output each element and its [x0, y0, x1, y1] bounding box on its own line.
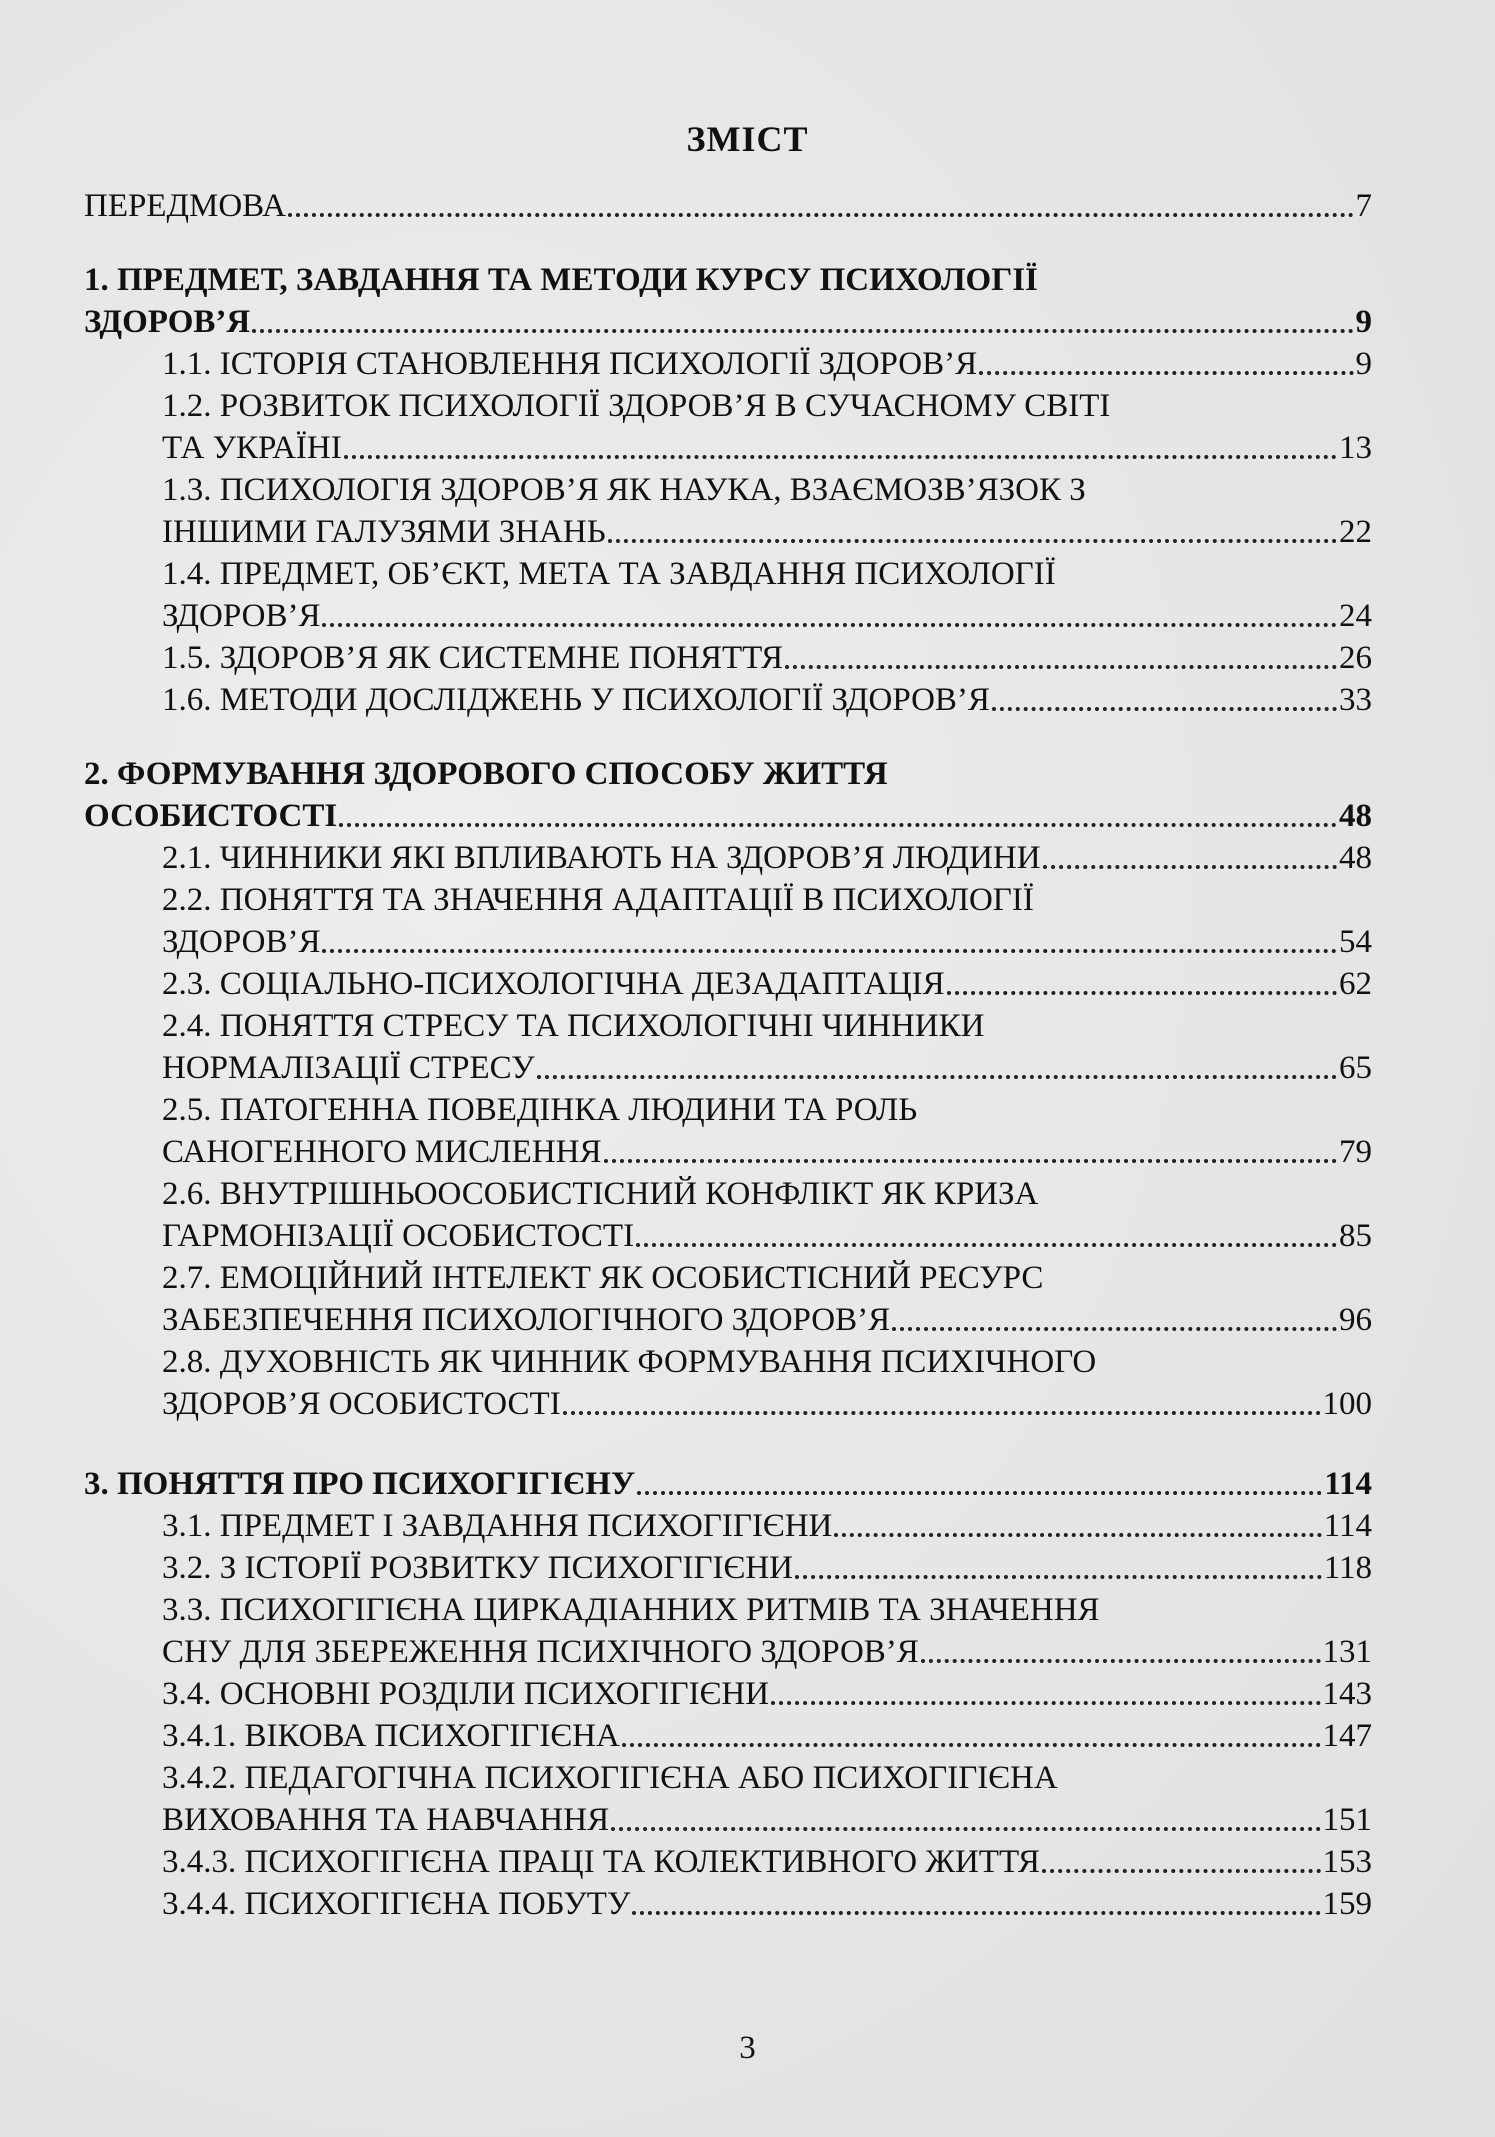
- toc-entry-title: 3.3. ПСИХОГІГІЄНА ЦИРКАДІАННИХ РИТМІВ ТА ЗНАЧЕННЯ: [162, 1592, 1100, 1628]
- toc-entry-title: 3.4.2. ПЕДАГОГІЧНА ПСИХОГІГІЄНА АБО ПСИХОГІГІЄНА: [162, 1760, 1058, 1796]
- toc-entry: [162, 512, 1372, 552]
- toc-entry: [162, 1884, 1372, 1924]
- toc-entry-line: [162, 1758, 1058, 1798]
- toc-entry-title: 2.1. ЧИННИКИ ЯКІ ВПЛИВАЮТЬ НА ЗДОРОВ’Я ЛЮДИНИ: [162, 840, 1041, 876]
- toc-entry-title: 2.2. ПОНЯТТЯ ТА ЗНАЧЕННЯ АДАПТАЦІЇ В ПСИХОЛОГІЇ: [162, 882, 1034, 918]
- toc-page-number: 62: [1339, 966, 1372, 1002]
- toc-entry: [162, 964, 1372, 1004]
- toc-entry-title: 2.3. СОЦІАЛЬНО-ПСИХОЛОГІЧНА ДЕЗАДАПТАЦІЯ: [162, 966, 945, 1002]
- dot-leader: [892, 1327, 1337, 1331]
- toc-page-number: 114: [1324, 1466, 1372, 1502]
- toc-entry-title: 2.5. ПАТОГЕННА ПОВЕДІНКА ЛЮДИНИ ТА РОЛЬ: [162, 1092, 918, 1128]
- toc-entry-title: 2.4. ПОНЯТТЯ СТРЕСУ ТА ПСИХОЛОГІЧНІ ЧИННИКИ: [162, 1008, 985, 1044]
- toc-page-number: 100: [1322, 1386, 1372, 1422]
- toc-entry-title: 3.4.4. ПСИХОГІГІЄНА ПОБУТУ: [162, 1886, 631, 1922]
- toc-entry-title: ЗДОРОВ’Я: [162, 598, 321, 634]
- toc-page-number: 7: [1355, 188, 1372, 224]
- toc-entry-title: ВИХОВАННЯ ТА НАВЧАННЯ: [162, 1802, 610, 1838]
- toc-entry-title: САНОГЕННОГО МИСЛЕННЯ: [162, 1134, 602, 1170]
- toc-page-number: 9: [1355, 304, 1372, 340]
- toc-entry-title: ГАРМОНІЗАЦІЇ ОСОБИСТОСТІ: [162, 1218, 635, 1254]
- toc-entry: [84, 1464, 1372, 1504]
- toc-page-number: 22: [1339, 514, 1372, 550]
- toc-entry: [162, 638, 1372, 678]
- toc-page-number: 147: [1322, 1718, 1372, 1754]
- toc-entry-title: 3.2. З ІСТОРІЇ РОЗВИТКУ ПСИХОГІГІЄНИ: [162, 1550, 793, 1586]
- dot-leader: [947, 991, 1337, 995]
- toc-page-number: 24: [1339, 598, 1372, 634]
- toc-page-number: 33: [1339, 682, 1372, 718]
- dot-leader: [252, 329, 1353, 333]
- toc-entry: [162, 838, 1372, 878]
- dot-leader: [771, 1701, 1320, 1705]
- toc-entry: [162, 344, 1372, 384]
- toc-entry-line: [162, 470, 1086, 510]
- toc-entry-title: 3.1. ПРЕДМЕТ І ЗАВДАННЯ ПСИХОГІГІЄНИ: [162, 1508, 833, 1544]
- toc-page-number: 79: [1339, 1134, 1372, 1170]
- dot-leader: [608, 539, 1337, 543]
- toc-entry-title: ІНШИМИ ГАЛУЗЯМИ ЗНАНЬ: [162, 514, 606, 550]
- toc-entry: [84, 186, 1372, 226]
- dot-leader: [344, 455, 1337, 459]
- toc-entry: [162, 1384, 1372, 1424]
- toc-entry: [162, 1632, 1372, 1672]
- dot-leader: [632, 1911, 1320, 1915]
- dot-leader: [339, 823, 1337, 827]
- dot-leader: [636, 1243, 1337, 1247]
- toc-entry: [162, 1300, 1372, 1340]
- toc-entry-title: ЗАБЕЗПЕЧЕННЯ ПСИХОЛОГІЧНОГО ЗДОРОВ’Я: [162, 1302, 891, 1338]
- toc-page-number: 48: [1339, 840, 1372, 876]
- dot-leader: [611, 1827, 1320, 1831]
- dot-leader: [992, 707, 1337, 711]
- toc-entry-line: [162, 1006, 984, 1046]
- toc-entry-title: 3.4.1. ВІКОВА ПСИХОГІГІЄНА: [162, 1718, 620, 1754]
- toc-entry-line: [162, 880, 1034, 920]
- toc-entry-line: [162, 554, 1056, 594]
- dot-leader: [795, 1575, 1322, 1579]
- toc-entry-title: ЗДОРОВ’Я: [162, 924, 321, 960]
- toc-entry: [84, 302, 1372, 342]
- toc-entry-line: [84, 754, 888, 794]
- toc-entry: [162, 1716, 1372, 1756]
- toc-entry-title: 2.8. ДУХОВНІСТЬ ЯК ЧИННИК ФОРМУВАННЯ ПСИХІЧНОГО: [162, 1344, 1097, 1380]
- toc-entry-line: [162, 1590, 1100, 1630]
- toc-entry: [162, 1048, 1372, 1088]
- toc-entry-title: 1.6. МЕТОДИ ДОСЛІДЖЕНЬ У ПСИХОЛОГІЇ ЗДОРОВ’Я: [162, 682, 990, 718]
- dot-leader: [834, 1533, 1321, 1537]
- dot-leader: [1043, 865, 1337, 869]
- dot-leader: [322, 949, 1337, 953]
- toc-page-number: 151: [1322, 1802, 1372, 1838]
- toc-entry-title: ЗДОРОВ’Я: [84, 304, 251, 340]
- toc-entry-title: 2.6. ВНУТРІШНЬООСОБИСТІСНИЙ КОНФЛІКТ ЯК КРИЗА: [162, 1176, 1039, 1212]
- toc-entry-title: 1.3. ПСИХОЛОГІЯ ЗДОРОВ’Я ЯК НАУКА, ВЗАЄМОЗВ’ЯЗОК З: [162, 472, 1086, 508]
- toc-entry: [162, 1842, 1372, 1882]
- dot-leader: [921, 1659, 1321, 1663]
- toc-entry-title: 2.7. ЕМОЦІЙНИЙ ІНТЕЛЕКТ ЯК ОСОБИСТІСНИЙ РЕСУРС: [162, 1260, 1044, 1296]
- toc-entry-title: СНУ ДЛЯ ЗБЕРЕЖЕННЯ ПСИХІЧНОГО ЗДОРОВ’Я: [162, 1634, 919, 1670]
- dot-leader: [322, 623, 1337, 627]
- toc-page-number: 48: [1339, 798, 1372, 834]
- toc-entry: [162, 1216, 1372, 1256]
- toc-entry: [162, 1548, 1372, 1588]
- toc-entry-line: [162, 1342, 1096, 1382]
- toc-entry: [162, 1674, 1372, 1714]
- toc-entry-line: [84, 260, 1038, 300]
- toc-entry-title: ОСОБИСТОСТІ: [84, 798, 338, 834]
- toc-entry: [162, 1506, 1372, 1546]
- toc-entry: [162, 596, 1372, 636]
- toc-entry: [84, 796, 1372, 836]
- toc-page-number: 26: [1339, 640, 1372, 676]
- toc-entry-title: 3.4.3. ПСИХОГІГІЄНА ПРАЦІ ТА КОЛЕКТИВНОГО ЖИТТЯ: [162, 1844, 1040, 1880]
- toc-entry-title: 1.1. ІСТОРІЯ СТАНОВЛЕННЯ ПСИХОЛОГІЇ ЗДОРОВ’Я: [162, 346, 978, 382]
- toc-entry-line: [162, 1090, 917, 1130]
- toc-entry-title: 1. ПРЕДМЕТ, ЗАВДАННЯ ТА МЕТОДИ КУРСУ ПСИХОЛОГІЇ: [84, 262, 1038, 298]
- toc-entry-title: 2. ФОРМУВАННЯ ЗДОРОВОГО СПОСОБУ ЖИТТЯ: [84, 756, 888, 792]
- toc-page-number: 159: [1322, 1886, 1372, 1922]
- toc-page-number: 96: [1339, 1302, 1372, 1338]
- toc-entry-title: ЗДОРОВ’Я ОСОБИСТОСТІ: [162, 1386, 561, 1422]
- toc-entry-title: 3.4. ОСНОВНІ РОЗДІЛИ ПСИХОГІГІЄНИ: [162, 1676, 770, 1712]
- toc-entry: [162, 428, 1372, 468]
- toc-entry-title: 1.2. РОЗВИТОК ПСИХОЛОГІЇ ЗДОРОВ’Я В СУЧАСНОМУ СВІТІ: [162, 388, 1111, 424]
- dot-leader: [622, 1743, 1321, 1747]
- toc-entry-title: ТА УКРАЇНІ: [162, 430, 342, 466]
- toc-entry-title: 1.5. ЗДОРОВ’Я ЯК СИСТЕМНЕ ПОНЯТТЯ: [162, 640, 784, 676]
- toc-page-number: 114: [1323, 1508, 1372, 1544]
- toc-page-number: 85: [1339, 1218, 1372, 1254]
- toc-entry: [162, 1800, 1372, 1840]
- toc-entry-title: НОРМАЛІЗАЦІЇ СТРЕСУ: [162, 1050, 535, 1086]
- dot-leader: [979, 371, 1353, 375]
- page-number: 3: [739, 2030, 756, 2066]
- toc-page-number: 131: [1322, 1634, 1372, 1670]
- toc-entry-line: [162, 386, 1110, 426]
- dot-leader: [1042, 1869, 1321, 1873]
- dot-leader: [785, 665, 1337, 669]
- toc-title: ЗМІСТ: [686, 119, 809, 159]
- dot-leader: [288, 213, 1354, 217]
- toc-page-number: 65: [1339, 1050, 1372, 1086]
- dot-leader: [563, 1411, 1321, 1415]
- toc-entry-title: 1.4. ПРЕДМЕТ, ОБ’ЄКТ, МЕТА ТА ЗАВДАННЯ ПСИХОЛОГІЇ: [162, 556, 1056, 592]
- toc-entry-title: 3. ПОНЯТТЯ ПРО ПСИХОГІГІЄНУ: [84, 1466, 636, 1502]
- toc-entry-line: [162, 1174, 1038, 1214]
- toc-page-number: 54: [1339, 924, 1372, 960]
- toc-entry: [162, 680, 1372, 720]
- toc-page-number: 13: [1339, 430, 1372, 466]
- toc-entry: [162, 922, 1372, 962]
- dot-leader: [637, 1491, 1322, 1495]
- toc-entry-title: ПЕРЕДМОВА: [84, 188, 286, 224]
- dot-leader: [604, 1159, 1337, 1163]
- dot-leader: [537, 1075, 1337, 1079]
- toc-entry: [162, 1132, 1372, 1172]
- toc-entry-line: [162, 1258, 1043, 1298]
- toc-page-number: 9: [1355, 346, 1372, 382]
- toc-page-number: 118: [1323, 1550, 1372, 1586]
- toc-page-number: 143: [1322, 1676, 1372, 1712]
- toc-page-number: 153: [1322, 1844, 1372, 1880]
